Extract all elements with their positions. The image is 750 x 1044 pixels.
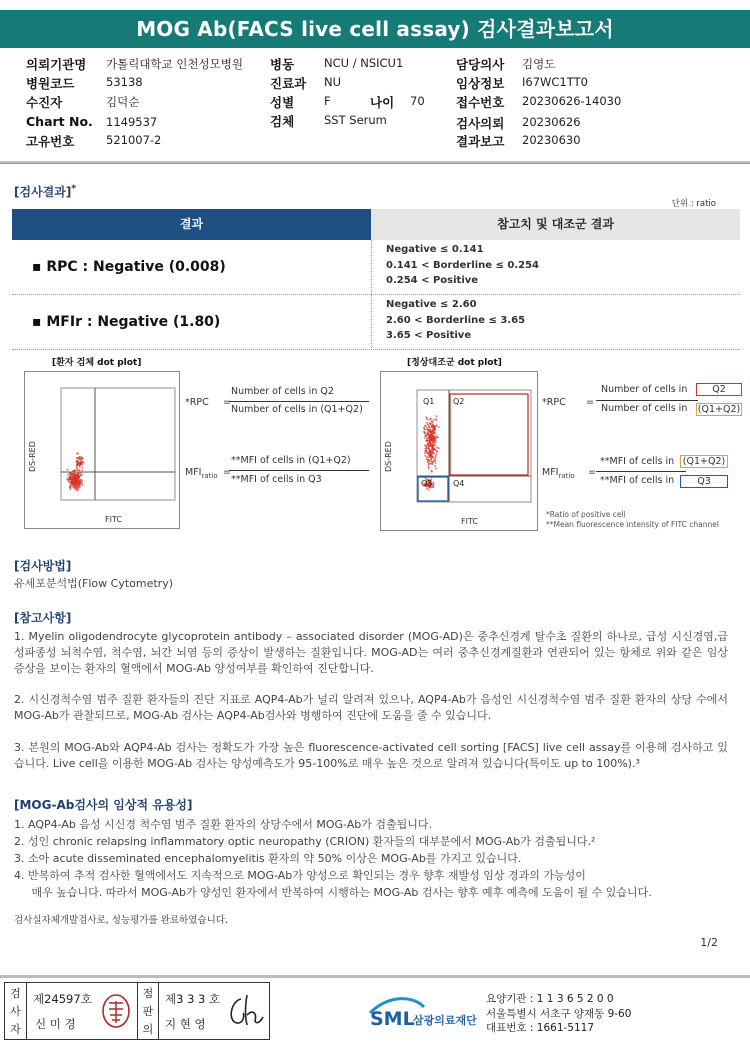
cell-dot <box>428 462 430 464</box>
cell-dot <box>72 470 74 472</box>
rpc-ref-line: 0.141 < Borderline ≤ 0.254 <box>386 259 539 271</box>
cell-dot <box>433 425 435 427</box>
cell-dot <box>433 438 435 440</box>
cell-dot <box>432 441 434 443</box>
cell-dot <box>80 473 82 475</box>
signature-box <box>4 982 270 1040</box>
cell-dot <box>67 478 69 480</box>
cell-dot <box>430 445 432 447</box>
cell-dot <box>76 482 78 484</box>
control-rpc-formula <box>542 384 747 424</box>
cell-dot <box>425 425 427 427</box>
footnote-mfi: **Mean fluorescence intensity of FITC channel <box>546 520 719 529</box>
cell-dot <box>431 421 433 423</box>
cell-dot <box>435 415 437 417</box>
cell-dot <box>424 452 426 454</box>
cell-dot <box>78 483 80 485</box>
cell-dot <box>70 482 72 484</box>
cell-dot <box>81 480 83 482</box>
age-value: 70 <box>410 94 425 108</box>
validation-note: 검사실자체개발검사로, 성능평가를 완료하였습니다. <box>14 915 228 926</box>
cell-dot <box>82 484 84 486</box>
cell-dot <box>72 486 74 488</box>
header-divider <box>0 161 750 164</box>
vertical-char: 검 <box>10 987 21 1000</box>
cell-dot <box>432 484 434 486</box>
cell-dot <box>69 482 71 484</box>
cell-dot <box>430 435 432 437</box>
cell-dot <box>82 467 84 469</box>
cell-dot <box>429 452 431 454</box>
cell-dot <box>436 453 438 455</box>
mfi-denominator: **MFI of cells in Q3 <box>231 474 322 485</box>
report-footer <box>0 975 750 1044</box>
mfir-reference <box>386 297 525 344</box>
cell-dot <box>80 480 82 482</box>
cell-dot <box>432 460 434 462</box>
rpc-numerator: Number of cells in Q2 <box>231 386 334 397</box>
cell-dot <box>426 438 428 440</box>
sml-logo <box>368 993 486 1040</box>
cell-dot <box>430 418 432 420</box>
cell-dot <box>438 426 440 428</box>
patient-info <box>0 55 750 151</box>
cell-dot <box>77 452 79 454</box>
cell-dot <box>67 469 69 471</box>
cell-dot <box>74 486 76 488</box>
request-value: 20230626 <box>522 115 581 129</box>
rpc-reference <box>386 242 539 289</box>
q2-label: Q2 <box>453 397 465 406</box>
cell-dot <box>430 423 432 425</box>
logo-name: 삼광의료재단 <box>413 1014 477 1027</box>
cell-dot <box>67 474 69 476</box>
checker-vertical-label <box>137 983 159 1039</box>
list-item: 매우 높습니다. 따라서 MOG-Ab가 양성인 환자에서 반복하여 시행하는 MOG-Ab 검사는 향후 예후 예측에 도움이 될 수 있습니다. <box>14 886 652 899</box>
cell-dot <box>435 440 437 442</box>
cell-dot <box>428 427 430 429</box>
q3-box: Q3 <box>680 475 728 488</box>
cell-dot <box>433 482 435 484</box>
cell-dot <box>76 464 78 466</box>
patient-dotplot-svg <box>25 372 179 528</box>
mfir-result: ▪ MFIr : Negative (1.80) <box>32 314 221 330</box>
fraction-bar <box>229 401 369 402</box>
cell-dot <box>428 455 430 457</box>
cell-dot <box>424 445 426 447</box>
cell-dot <box>428 463 430 465</box>
cell-dot <box>74 479 76 481</box>
rpc-result: ▪ RPC : Negative (0.008) <box>32 259 226 275</box>
rpc-ref-line: Negative ≤ 0.141 <box>386 244 484 255</box>
tester-name: 신 미 경 <box>35 1017 76 1031</box>
cell-dot <box>435 418 437 420</box>
unique-label: 고유번호 <box>26 134 75 149</box>
checker-license: 제3 3 3 호 <box>165 992 221 1006</box>
specimen-value: SST Serum <box>324 113 387 127</box>
rpc-label: *RPC <box>185 397 209 408</box>
cell-dot <box>434 444 436 446</box>
chart-label: Chart No. <box>26 114 93 129</box>
method-title: [검사방법] <box>14 559 72 573</box>
cell-dot <box>436 425 438 427</box>
cell-dot <box>430 459 432 461</box>
name-value: 김덕순 <box>106 95 140 109</box>
cell-dot <box>78 476 80 478</box>
cell-dot <box>429 443 431 445</box>
cell-dot <box>435 468 437 470</box>
cell-dot <box>427 459 429 461</box>
cell-dot <box>438 447 440 449</box>
cell-dot <box>79 466 81 468</box>
cell-dot <box>425 436 427 438</box>
cell-dot <box>427 423 429 425</box>
cell-dot <box>424 429 426 431</box>
cell-dot <box>427 440 429 442</box>
cell-dot <box>426 456 428 458</box>
cell-dot <box>78 463 80 465</box>
dept-value: NU <box>324 75 342 89</box>
cell-dot <box>424 437 426 439</box>
unique-value: 521007-2 <box>106 133 162 147</box>
q2-highlight-box <box>450 394 528 475</box>
cell-dot <box>75 471 77 473</box>
equals-sign: = <box>223 397 231 408</box>
ward-label: 병동 <box>270 57 295 72</box>
vertical-char: 점 <box>142 987 154 1000</box>
cell-dot <box>433 428 435 430</box>
q12-box: (Q1+Q2) <box>680 455 728 468</box>
cell-dot <box>433 458 435 460</box>
col-ref-header: 참고치 및 대조군 결과 <box>371 209 740 240</box>
page-number: 1/2 <box>700 936 718 949</box>
y-axis-label: DS-RED <box>384 441 393 472</box>
rpc-label: *RPC <box>542 397 566 408</box>
sex-label: 성별 <box>270 95 295 110</box>
y-axis-label: DS-RED <box>28 441 37 472</box>
institution-value: 가톨릭대학교 인천성모병원 <box>106 57 243 71</box>
rpc-numerator-text: Number of cells in <box>601 384 688 395</box>
report-date-value: 20230630 <box>522 133 581 147</box>
list-item: 1. AQP4-Ab 음성 시신경 척수염 범주 질환 환자의 상당수에서 MOG-Ab가 검출됩니다. <box>14 818 432 831</box>
control-dotplot-svg <box>381 372 537 530</box>
cell-dot <box>429 438 431 440</box>
cell-dot <box>432 486 434 488</box>
cell-dot <box>426 446 428 448</box>
cell-dot <box>432 430 434 432</box>
rpc-ref-line: 0.254 < Positive <box>386 275 479 286</box>
cell-dot <box>69 479 71 481</box>
cell-dot <box>432 452 434 454</box>
cell-dot <box>427 452 429 454</box>
cell-dot <box>434 442 436 444</box>
cell-dot <box>82 458 84 460</box>
cell-dot <box>69 487 71 489</box>
rpc-denominator-text: Number of cells in <box>601 403 688 414</box>
age-label: 나이 <box>370 95 395 110</box>
cell-dot <box>77 488 79 490</box>
clinical-value: I67WC1TT0 <box>522 75 588 89</box>
result-row-mfir <box>12 295 740 350</box>
results-title-text: [검사결과] <box>14 185 72 199</box>
checker-name: 지 현 영 <box>165 1017 206 1031</box>
hospital-code-value: 53138 <box>106 75 143 89</box>
clinical-use-title: [MOG-Ab검사의 임상적 유용성] <box>14 798 193 812</box>
mfi-text: MFI <box>542 467 559 478</box>
cell-dot <box>434 465 436 467</box>
footnote-rpc: *Ratio of positive cell <box>546 510 626 519</box>
cell-dot <box>436 447 438 449</box>
cell-dot <box>427 419 429 421</box>
results-title-mark: * <box>71 184 77 194</box>
cell-dot <box>428 465 430 467</box>
cell-dot <box>76 476 78 478</box>
vertical-char: 자 <box>10 1023 21 1036</box>
cell-dot <box>426 422 428 424</box>
mfir-ref-line: Negative ≤ 2.60 <box>386 299 477 310</box>
mfi-label <box>185 467 218 480</box>
control-dotplot-title: [정상대조군 dot plot] <box>407 358 502 368</box>
cell-dot <box>436 435 438 437</box>
method-text: 유세포분석법(Flow Cytometry) <box>14 577 174 590</box>
cell-dot <box>78 475 80 477</box>
fraction-bar <box>596 400 698 401</box>
unit-label: 단위 : ratio <box>671 199 716 209</box>
cell-dot <box>426 427 428 429</box>
institution-label: 의뢰기관명 <box>26 57 87 72</box>
lab-info <box>486 992 631 1036</box>
mfir-ref-line: 3.65 < Positive <box>386 330 472 341</box>
ward-value: NCU / NSICU1 <box>324 56 404 70</box>
cell-dot <box>70 489 72 491</box>
doctor-value: 김영도 <box>522 57 556 71</box>
cell-dot <box>78 469 80 471</box>
cell-dot <box>69 485 71 487</box>
cell-dot <box>431 471 433 473</box>
rpc-denominator: Number of cells in (Q1+Q2) <box>231 404 363 415</box>
cell-dot <box>432 446 434 448</box>
cell-dot <box>435 456 437 458</box>
receipt-label: 접수번호 <box>456 95 505 110</box>
patient-rpc-formula <box>185 386 380 426</box>
lab-address: 서울특별시 서초구 양재동 9-60 <box>486 1007 632 1020</box>
cell-dot <box>423 431 425 433</box>
mfi-subscript: ratio <box>201 471 218 480</box>
equals-sign: = <box>588 467 596 478</box>
request-label: 검사의뢰 <box>456 116 505 131</box>
cell-dot <box>423 427 425 429</box>
cell-dot <box>431 463 433 465</box>
mfi-numerator-text: **MFI of cells in <box>600 456 675 467</box>
q4-label: Q4 <box>453 479 465 488</box>
tester-vertical-label <box>5 983 27 1039</box>
mfi-denominator-text: **MFI of cells in <box>600 475 675 486</box>
fraction-bar <box>229 470 369 471</box>
cell-dot <box>425 449 427 451</box>
cell-dot <box>429 463 431 465</box>
reference-paragraph-1: 1. Myelin oligodendrocyte glycoprotein antibody – associated disorder (MOG-AD)은 중추신경계 탈수초 질환의 하나로, 급성 시신경염,급성파종성 뇌척수염, 척수염, 뇌간 뇌염 등의 증상이 발생하는 질환입니다. MOG-AD는 여러 중추신경계질환과 연관되어 있는 항체로 위와 같은 임상 증상을 보이는 환자의 혈액에서 MOG-Ab 양성여부를 확인하여 진단합니다. <box>14 630 728 675</box>
sml-logo-icon <box>368 993 486 1037</box>
results-section-title <box>14 183 76 200</box>
cell-dot <box>428 489 430 491</box>
cell-dot <box>435 462 437 464</box>
name-label: 수진자 <box>26 95 63 110</box>
results-table-header <box>12 209 740 240</box>
cell-dot <box>75 483 77 485</box>
reference-paragraph-3: 3. 본원의 MOG-Ab와 AQP4-Ab 검사는 정확도가 가장 높은 fluorescence-activated cell sorting [FACS] live cell assay를 이용해 검사하고 있습니다. Live cell을 이용한 MOG-Ab 검사는 양성예측도가 95-100%로 매우 높은 것으로 알려져 있습니다(특이도 up to 100%).³ <box>14 741 728 770</box>
cell-dot <box>81 470 83 472</box>
equals-sign: = <box>223 467 231 478</box>
mfi-text: MFI <box>185 467 202 478</box>
cell-dot <box>430 431 432 433</box>
cell-dot <box>80 475 82 477</box>
patient-dotplot <box>24 371 180 529</box>
patient-dotplot-title: [환자 검체 dot plot] <box>52 358 142 368</box>
cell-dot <box>433 419 435 421</box>
cell-dot <box>435 437 437 439</box>
q3-label: Q3 <box>421 479 433 488</box>
cell-dot <box>83 462 85 464</box>
cell-dot <box>427 431 429 433</box>
col-result-header: 결과 <box>12 209 371 240</box>
cell-dot <box>424 448 426 450</box>
checker-signature-icon <box>223 991 267 1031</box>
specimen-label: 검체 <box>270 114 295 129</box>
cell-dot <box>427 448 429 450</box>
cell-dot <box>71 473 73 475</box>
cell-dot <box>72 480 74 482</box>
cell-dot <box>427 429 429 431</box>
clinical-label: 임상정보 <box>456 76 505 91</box>
cell-dot <box>426 444 428 446</box>
tester-seal-icon <box>101 993 131 1029</box>
cell-dot <box>436 450 438 452</box>
list-item: 3. 소아 acute disseminated encephalomyelitis 환자의 약 50% 이상은 MOG-Ab를 가지고 있습니다. <box>14 852 522 865</box>
chart-value: 1149537 <box>106 115 158 129</box>
q2-box: Q2 <box>696 383 742 396</box>
clinical-use-list <box>14 816 730 901</box>
x-axis-label: FITC <box>105 515 122 524</box>
logo-text: SML <box>370 1008 415 1030</box>
result-row-rpc <box>12 240 740 295</box>
doctor-label: 담당의사 <box>456 57 505 72</box>
cell-dot <box>431 425 433 427</box>
cell-dot <box>432 456 434 458</box>
lab-code: 요양기관 : 1 1 3 6 5 2 0 0 <box>486 993 614 1005</box>
mfi-numerator: **MFI of cells in (Q1+Q2) <box>231 455 351 466</box>
cell-dot <box>432 436 434 438</box>
cell-dot <box>67 480 69 482</box>
cell-dot <box>70 475 72 477</box>
cell-dot <box>426 440 428 442</box>
control-dotplot <box>380 371 538 531</box>
tester-license: 제24597호 <box>33 992 92 1006</box>
reference-paragraph-2: 2. 시신경척수염 범주 질환 환자들의 진단 지표로 AQP4-Ab가 널리 알려져 있으나, AQP4-Ab가 음성인 시신경척수염 범주 질환 환자의 상당 수에서 MOG-Ab가 관찰되므로, MOG-Ab 검사는 AQP4-Ab검사와 병행하여 진단에 도움을 줄 수 있습니다. <box>14 693 728 722</box>
cell-dot <box>426 416 428 418</box>
cell-dot <box>433 449 435 451</box>
cell-dot <box>427 443 429 445</box>
sex-value: F <box>324 94 331 108</box>
cell-dot <box>428 467 430 469</box>
cell-dot <box>77 457 79 459</box>
list-item: 2. 성인 chronic relapsing inflammatory optic neuropathy (CRION) 환자들의 대부분에서 MOG-Ab가 검출됩니다.² <box>14 835 596 848</box>
x-axis-label: FITC <box>461 517 478 526</box>
cell-dot <box>433 433 435 435</box>
patient-mfi-formula <box>185 455 380 495</box>
cell-dot <box>427 444 429 446</box>
cell-dot <box>76 490 78 492</box>
vertical-char: 의 <box>142 1023 154 1036</box>
cell-dot <box>73 476 75 478</box>
q1-label: Q1 <box>423 397 435 406</box>
mfi-label <box>542 467 575 480</box>
list-item: 4. 반복하여 추적 검사한 혈액에서도 지속적으로 MOG-Ab가 양성으로 확인되는 경우 향후 재발성 임상 경과의 가능성이 <box>14 869 586 882</box>
receipt-value: 20230626-14030 <box>522 94 622 108</box>
mfir-ref-line: 2.60 < Borderline ≤ 3.65 <box>386 314 526 326</box>
hospital-code-label: 병원코드 <box>26 76 75 91</box>
cell-dot <box>77 473 79 475</box>
report-date-label: 결과보고 <box>456 134 505 149</box>
control-mfi-formula <box>542 454 747 494</box>
dept-label: 진료과 <box>270 76 307 91</box>
equals-sign: = <box>586 397 594 408</box>
q12-box: (Q1+Q2) <box>697 404 741 415</box>
mfi-subscript: ratio <box>558 471 575 480</box>
cell-dot <box>74 474 76 476</box>
cell-dot <box>430 460 432 462</box>
cell-dot <box>69 473 71 475</box>
cell-dot <box>76 468 78 470</box>
cell-dot <box>426 451 428 453</box>
vertical-char: 사 <box>10 1005 21 1018</box>
report-title: MOG Ab(FACS live cell assay) 검사결과보고서 <box>0 10 750 48</box>
vertical-char: 판 <box>142 1005 154 1018</box>
lab-phone: 대표번호 : 1661-5117 <box>486 1022 595 1034</box>
cell-dot <box>81 457 83 459</box>
fraction-bar <box>596 471 686 472</box>
cell-dot <box>67 477 69 479</box>
cell-dot <box>427 457 429 459</box>
references-title: [참고사항] <box>14 611 72 625</box>
